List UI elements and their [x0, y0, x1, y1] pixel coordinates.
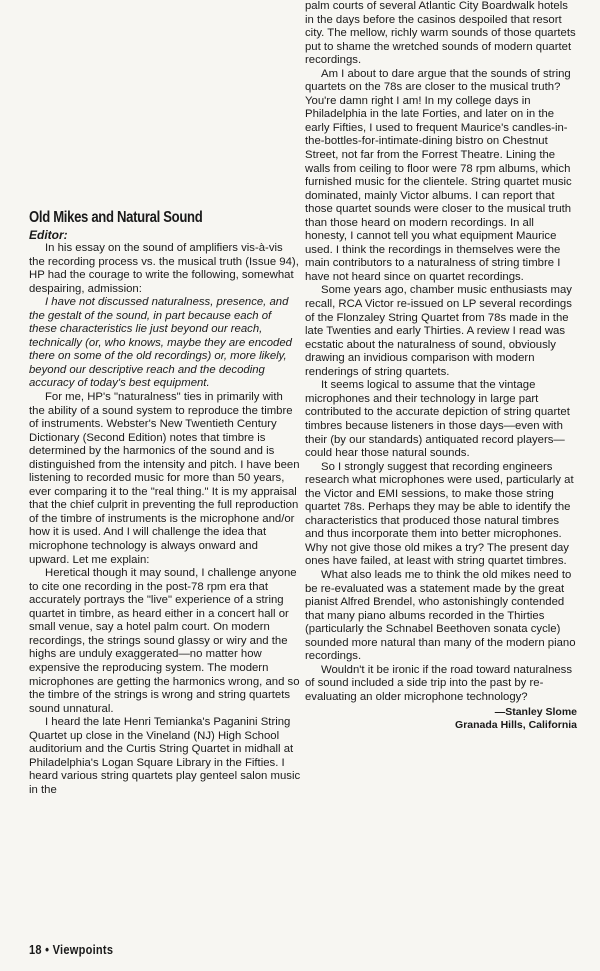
paragraph: Am I about to dare argue that the sounds of string quartets on the 78s are closer to the musical truth? You're damn right I am! In my college days in Philadelphia in the late Forties, and later on in the early Fifties, I used to frequent Maurice's candles-in-the-bottles-for-intimate-dining bistro on Chestnut Street, not far from the Forrest Theatre. Lining the walls from ceiling to floor were 78 rpm albums, which furnished music for the clientele. String quartet music dominated, mainly Victor albums. I can report that those quartet sounds were closer to the musical truth than those heard on modern recordings. In all honesty, I cannot tell you what equipment Maurice used. I think the recordings in themselves were the main contributors to a naturalness of string timbre I have not heard since on quartet recordings. — [305, 67, 572, 283]
paragraph: Heretical though it may sound, I challenge anyone to cite one recording in the post-78 rpm era that accurately portrays the "live" experience of a string quartet in timbre, as heard either in a concert hall or small venue, say a hotel palm court. On modern recordings, the strings sound glassy or wiry and the highs are unduly exaggerated—no matter how expensive the reproducing system. The modern microphones are getting the harmonics wrong, and so the timbre of the strings is wrong and string quartets sound unnatural. — [29, 567, 300, 715]
article-headline: Old Mikes and Natural Sound — [29, 209, 203, 226]
paragraph: I heard the late Henri Temianka's Paganini String Quartet up close in the Vineland (NJ) High School auditorium and the Curtis String Quartet in midhall at Philadelphia's Logan Square Library in the Fifties. I heard various string quartets play genteel salon music in the — [29, 716, 301, 796]
salutation: Editor: — [29, 228, 68, 242]
right-column-body — [305, 0, 577, 731]
paragraph-continued: palm courts of several Atlantic City Boardwalk hotels in the days before the casinos despoiled that resort city. The mellow, richly warm sounds of those quartets put to shame the wretched sounds of modern quartet recordings. — [305, 0, 576, 67]
paragraph: In his essay on the sound of amplifiers vis-à-vis the recording process vs. the musical truth (Issue 94), HP had the courage to write the following, somewhat despairing, admission: — [29, 242, 299, 295]
paragraph: Some years ago, chamber music enthusiasts may recall, RCA Victor re-issued on LP several recordings of the Flonzaley String Quartet from 78s made in the late Twenties and early Thirties. A review I read was ecstatic about the naturalness of sound, obviously drawing an invidious comparison with modern renderings of string quartets. — [305, 284, 572, 378]
paragraph: For me, HP's "naturalness" ties in primarily with the ability of a sound system to reproduce the timbre of instruments. Webster's New Twentieth Century Dictionary (Second Edition) notes that timbre is determined by the harmonics of the sound and is distinguished from the intensity and pitch. I have been listening to recorded music for more than 50 years, ever comparing it to the "real thing." It is my appraisal that the chief culprit in preventing the full reproduction of the timbre of instruments is the microphone and/or how it is used. And I will challenge the idea that microphone technology is always onward and upward. Let me explain: — [29, 391, 300, 566]
paragraph: It seems logical to assume that the vintage microphones and their technology in large part contributed to the accurate depiction of string quartet timbres because listeners in those days—even with their (by our standards) antiquated record players—could hear those natural sounds. — [305, 379, 570, 460]
paragraph: What also leads me to think the old mikes need to be re-evaluated was a statement made by the great pianist Alfred Brendel, who astonishingly contended that many piano albums recorded in the Thirties (particularly the Schnabel Beethoven sonata cycle) sounded more natural than many of the modern piano recordings. — [305, 568, 576, 663]
paragraph: So I strongly suggest that recording engineers research what microphones were used, particularly at the Victor and EMI sessions, to make those string quartet 78s. Perhaps they may be able to identify the characteristics that produced those natural timbres and thus incorporate them into better microphones. Why not give those old mikes a try? The present day ones have failed, at least with string quartet timbres. — [305, 460, 574, 568]
page-footer: 18 • Viewpoints — [29, 942, 114, 957]
paragraph: Wouldn't it be ironic if the road toward naturalness of sound included a side trip into the past by re-evaluating an older microphone technology? — [305, 663, 573, 703]
quoted-passage: I have not discussed naturalness, presence, and the gestalt of the sound, in part because each of these characteristics lie just beyond our reach, technically (or, who knows, maybe they are encoded there on some of the old recordings) or, more likely, beyond our descriptive reach and the decoding accuracy of today's best equipment. — [29, 296, 292, 390]
signature-place: Granada Hills, California — [455, 718, 577, 731]
left-column-body — [29, 242, 301, 797]
signature-name: —Stanley Slome — [494, 706, 577, 719]
